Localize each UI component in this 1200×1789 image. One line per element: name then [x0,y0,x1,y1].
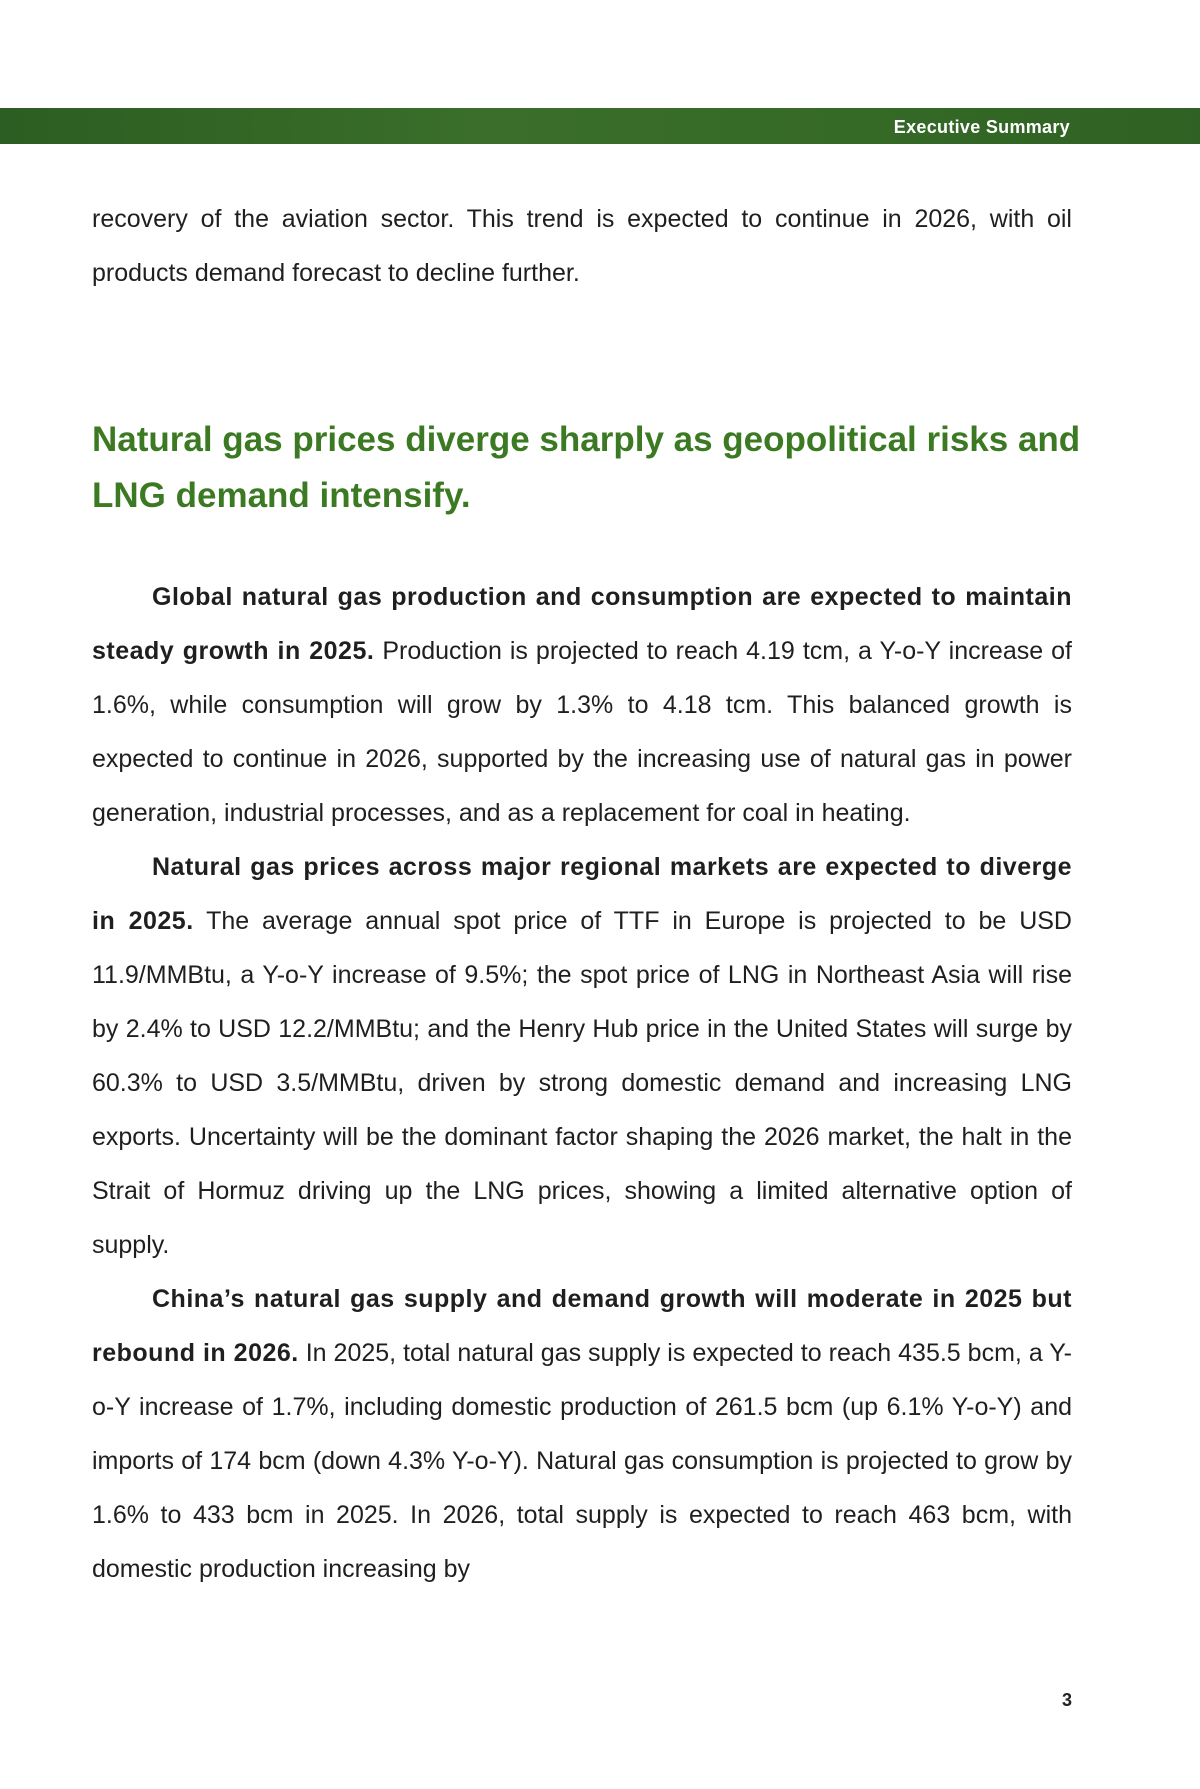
paragraph-body: In 2025, total natural gas supply is expected to reach 435.5 bcm, a Y-o-Y increase of 1.7%, including domestic production of 261.5 bcm (up 6.1% Y-o-Y) and imports of 174 bcm (down 4.3% Y-o-Y). Natural gas consumption is projected to grow by 1.6% to 433 bcm in 2025. In 2026, total supply is expected to reach 463 bcm, with domestic production increasing by [92,1339,1072,1583]
body-block [92,570,1072,1596]
section-heading: Natural gas prices diverge sharply as geopolitical risks and LNG demand intensify. [92,420,1081,515]
section-label: Executive Summary [893,117,1070,137]
paragraph-prices [92,840,1072,1272]
paragraph-china [92,1272,1072,1596]
paragraph-body: The average annual spot price of TTF in Europe is projected to be USD 11.9/MMBtu, a Y-o-Y increase of 9.5%; the spot price of LNG in Northeast Asia will rise by 2.4% to USD 12.2/MMBtu; and the Henry Hub price in the United States will surge by 60.3% to USD 3.5/MMBtu, driven by strong domestic demand and increasing LNG exports. Uncertainty will be the dominant factor shaping the 2026 market, the halt in the Strait of Hormuz driving up the LNG prices, showing a limited alternative option of supply. [92,907,1072,1259]
intro-block [92,192,1072,300]
paragraph-lead: Natural gas prices across major regional markets are expected to diverge in 2025. [92,853,1072,935]
paragraph-lead: Global natural gas production and consumption are expected to maintain steady growth in 2025. [92,583,1072,665]
paragraph-production [92,570,1072,840]
intro-paragraph: recovery of the aviation sector. This trend is expected to continue in 2026, with oil products demand forecast to decline further. [92,205,1072,287]
section-header-band [0,108,1200,144]
paragraph-lead: China’s natural gas supply and demand growth will moderate in 2025 but rebound in 2026. [92,1285,1072,1367]
paragraph-body: Production is projected to reach 4.19 tcm, a Y-o-Y increase of 1.6%, while consumption will grow by 1.3% to 4.18 tcm. This balanced growth is expected to continue in 2026, supported by the increasing use of natural gas in power generation, industrial processes, and as a replacement for coal in heating. [92,637,1073,827]
page-number: 3 [1061,1690,1072,1710]
